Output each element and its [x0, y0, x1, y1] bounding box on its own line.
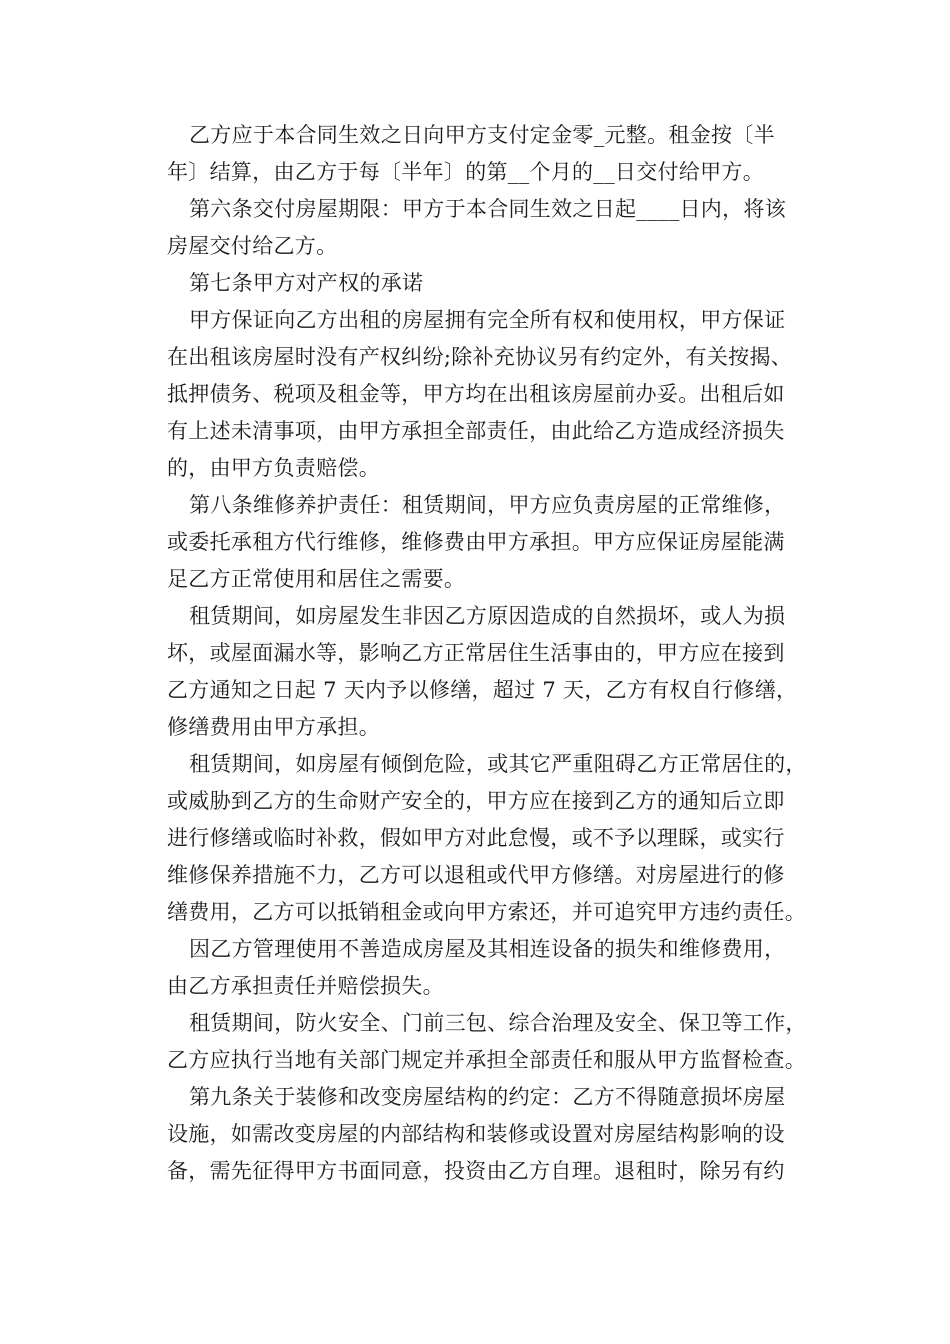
paragraph-article-7-body — [145, 302, 810, 487]
text-line: 缮费用，乙方可以抵销租金或向甲方索还，并可追究甲方违约责任。 — [167, 900, 806, 924]
text-line: 租赁期间，防火安全、门前三包、综合治理及安全、保卫等工作， — [189, 1011, 807, 1035]
text-line: 甲方保证向乙方出租的房屋拥有完全所有权和使用权，甲方保证 — [189, 308, 786, 332]
paragraph-article-8 — [145, 487, 810, 598]
text-line: 的，由甲方负责赔偿。 — [167, 456, 380, 480]
section-heading: 第七条甲方对产权的承诺 — [189, 271, 424, 295]
text-line: 年〕结算，由乙方于每〔半年〕的第__个月的__日交付给甲方。 — [167, 160, 764, 184]
text-line: 房屋交付给乙方。 — [167, 234, 338, 258]
paragraph-article-9 — [145, 1079, 810, 1190]
paragraph-danger-repair — [145, 746, 810, 931]
text-line: 维修保养措施不力，乙方可以退租或代甲方修缮。对房屋进行的修 — [167, 863, 785, 887]
text-line: 第九条关于装修和改变房屋结构的约定：乙方不得随意损坏房屋 — [189, 1085, 786, 1109]
text-line: 或威胁到乙方的生命财产安全的，甲方应在接到乙方的通知后立即 — [167, 789, 785, 813]
text-line: 在出租该房屋时没有产权纠纷;除补充协议另有约定外，有关按揭、 — [167, 345, 793, 369]
text-line: 租赁期间，如房屋发生非因乙方原因造成的自然损坏，或人为损 — [189, 604, 786, 628]
article-7-heading — [145, 265, 810, 302]
text-line: 乙方通知之日起 7 天内予以修缮，超过 7 天，乙方有权自行修缮， — [167, 678, 798, 702]
text-line: 设施，如需改变房屋的内部结构和装修或设置对房屋结构影响的设 — [167, 1122, 785, 1146]
text-line: 乙方应于本合同生效之日向甲方支付定金零_元整。租金按〔半 — [189, 123, 775, 147]
paragraph-safety — [145, 1005, 810, 1079]
paragraph-deposit — [145, 117, 810, 191]
text-line: 备，需先征得甲方书面同意，投资由乙方自理。退租时，除另有约 — [167, 1159, 785, 1183]
text-line: 有上述未清事项，由甲方承担全部责任，由此给乙方造成经济损失 — [167, 419, 785, 443]
text-line: 乙方应执行当地有关部门规定并承担全部责任和服从甲方监督检查。 — [167, 1048, 806, 1072]
text-line: 坏，或屋面漏水等，影响乙方正常居住生活事由的，甲方应在接到 — [167, 641, 785, 665]
text-line: 或委托承租方代行维修，维修费由甲方承担。甲方应保证房屋能满 — [167, 530, 785, 554]
document-body — [145, 117, 810, 1190]
text-line: 足乙方正常使用和居住之需要。 — [167, 567, 466, 591]
text-line: 修缮费用由甲方承担。 — [167, 715, 380, 739]
text-line: 第六条交付房屋期限：甲方于本合同生效之日起____日内，将该 — [189, 197, 786, 221]
paragraph-tenant-liability — [145, 931, 810, 1005]
text-line: 由乙方承担责任并赔偿损失。 — [167, 974, 444, 998]
text-line: 抵押债务、税项及租金等，甲方均在出租该房屋前办妥。出租后如 — [167, 382, 785, 406]
text-line: 租赁期间，如房屋有倾倒危险，或其它严重阻碍乙方正常居住的， — [189, 752, 807, 776]
text-line: 第八条维修养护责任：租赁期间，甲方应负责房屋的正常维修， — [189, 493, 786, 517]
paragraph-article-6 — [145, 191, 810, 265]
paragraph-damage-repair — [145, 598, 810, 746]
text-line: 进行修缮或临时补救，假如甲方对此怠慢，或不予以理睬，或实行 — [167, 826, 785, 850]
text-line: 因乙方管理使用不善造成房屋及其相连设备的损失和维修费用， — [189, 937, 786, 961]
